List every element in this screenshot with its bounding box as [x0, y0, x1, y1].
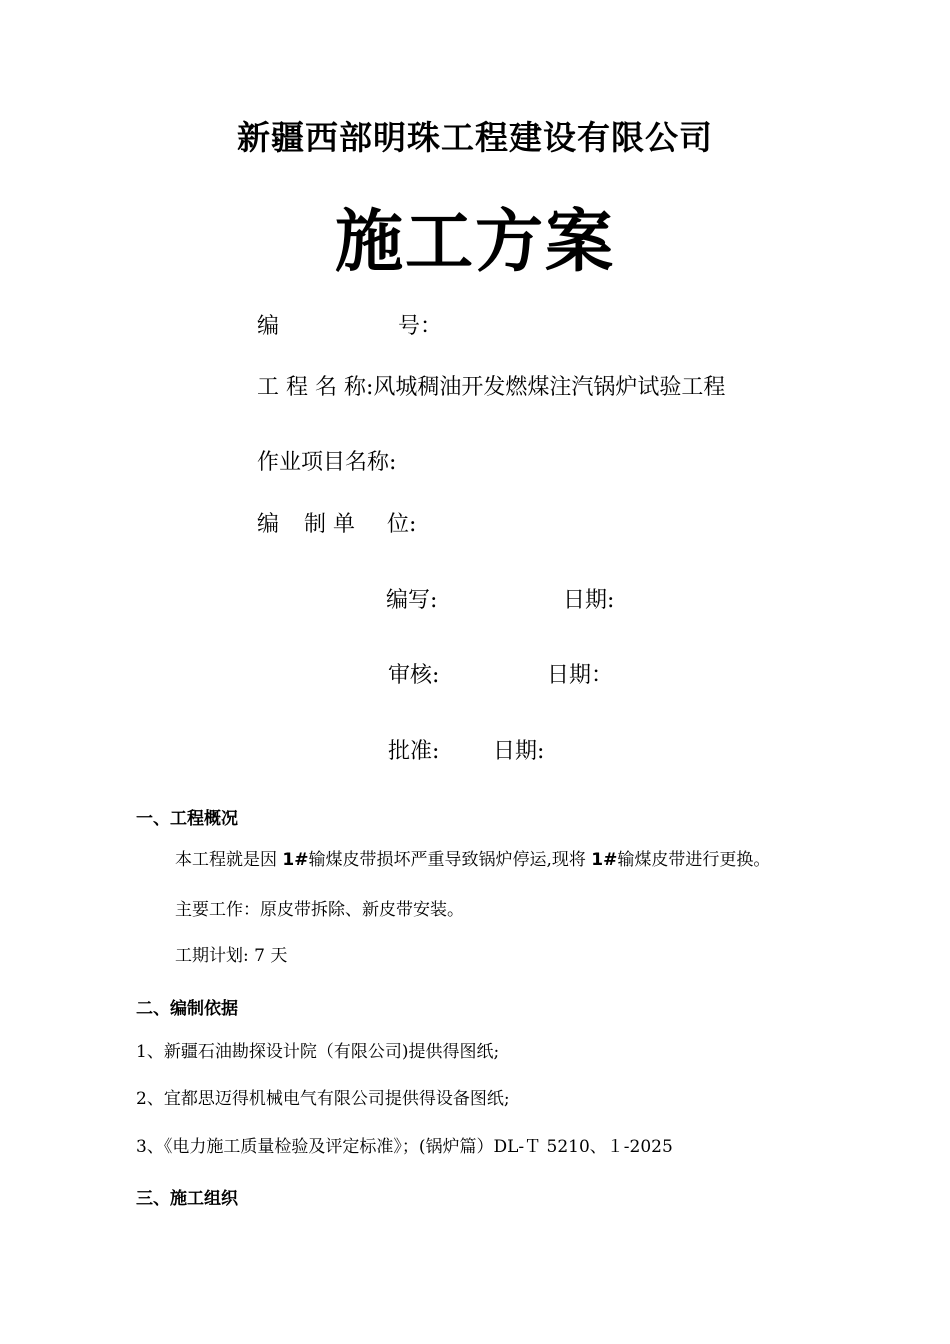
unit-label-second: 制 单 [304, 512, 355, 537]
overview-text: 输煤皮带损坏严重导致锅炉停运,现将 [308, 850, 592, 870]
project-name-row [257, 373, 725, 403]
review-date-label: 日期： [547, 663, 614, 688]
project-name-value: 风城稠油开发燃煤注汽锅炉试验工程 [373, 375, 726, 400]
overview-paragraph-1 [175, 848, 770, 872]
number-label-first: 编 [257, 314, 280, 339]
belt-number: 1# [282, 850, 309, 870]
review-label: 审核: [388, 663, 440, 688]
write-date-label: 日期: [563, 588, 615, 613]
project-name-label: 工 程 名 称: [257, 375, 374, 400]
belt-number: 1# [591, 850, 618, 870]
overview-paragraph-2: 主要工作：原皮带拆除、新皮带安装。 [175, 900, 464, 920]
approve-label: 批准: [388, 739, 440, 764]
basis-item-3: 3、《电力施工质量检验及评定标准》；(锅炉篇）DL-Ｔ 5210、１-2025 [136, 1137, 673, 1157]
overview-text: 输煤皮带进行更换。 [617, 850, 771, 870]
basis-item-1: 1、新疆石油勘探设计院（有限公司)提供得图纸; [136, 1042, 500, 1062]
basis-item-2: 2、宜都思迈得机械电气有限公司提供得设备图纸; [136, 1089, 510, 1109]
overview-paragraph-3: 工期计划: 7 天 [175, 946, 288, 966]
approve-date-label: 日期: [493, 739, 545, 764]
section-heading-basis: 二、编制依据 [136, 999, 238, 1019]
overview-text: 本工程就是因 [175, 850, 283, 870]
write-label: 编写: [386, 588, 438, 613]
unit-label-third: 位: [387, 512, 417, 537]
unit-label-first: 编 [257, 512, 280, 537]
section-heading-overview: 一、工程概况 [136, 809, 238, 829]
work-item-label: 作业项目名称: [257, 450, 397, 475]
number-label-second: 号： [398, 314, 443, 339]
section-heading-organization: 三、施工组织 [136, 1189, 238, 1209]
document-title: 施工方案 [334, 202, 615, 282]
company-name: 新疆西部明珠工程建设有限公司 [237, 118, 713, 157]
